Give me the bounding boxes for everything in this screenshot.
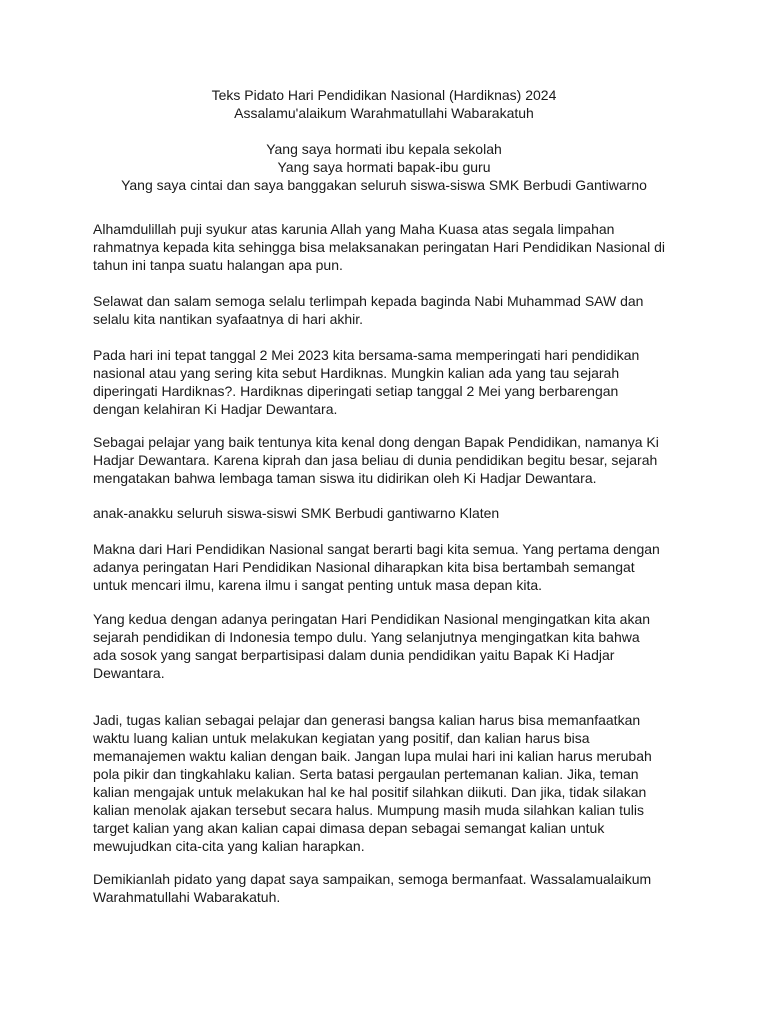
paragraph-line: selalu kita nantikan syafaatnya di hari akhir. — [93, 311, 364, 327]
paragraph-line: memanajemen waktu kalian dengan baik. Jangan lupa mulai hari ini kalian harus merubah — [93, 748, 652, 764]
paragraph-line: rahmatnya kepada kita sehingga bisa melaksanakan peringatan Hari Pendidikan Nasional di — [93, 239, 666, 255]
salutation-line: Yang saya hormati bapak-ibu guru — [277, 159, 491, 175]
paragraph-line: nasional atau yang sering kita sebut Hardiknas. Mungkin kalian ada yang tau sejarah — [93, 365, 620, 381]
paragraph-line: anak-anakku seluruh siswa-siswi SMK Berbudi gantiwarno Klaten — [93, 505, 500, 521]
paragraph-line: ada sosok yang sangat berpartisipasi dalam dunia pendidikan yaitu Bapak Ki Hadjar — [93, 647, 615, 663]
paragraph-line: sejarah pendidikan di Indonesia tempo dulu. Yang selanjutnya mengingatkan kita bahwa — [93, 629, 640, 645]
salutation-line: Yang saya hormati ibu kepala sekolah — [266, 141, 502, 157]
paragraph-makna — [93, 540, 693, 594]
paragraph-line: Selawat dan salam semoga selalu terlimpah kepada baginda Nabi Muhammad SAW dan — [93, 293, 644, 309]
paragraph-address-students — [93, 504, 693, 522]
salutation-line: Yang saya cintai dan saya banggakan seluruh siswa-siswa SMK Berbudi Gantiwarno — [121, 177, 647, 193]
paragraph-line: tahun ini tanpa suatu halangan apa pun. — [93, 257, 343, 273]
paragraph-line: kalian mengajak untuk melakukan hal ke hal positif silahkan diikuti. Dan jika, tidak silakan — [93, 784, 647, 800]
paragraph-closing — [93, 870, 693, 906]
paragraph-line: Sebagai pelajar yang baik tentunya kita kenal dong dengan Bapak Pendidikan, namanya Ki — [93, 434, 659, 450]
paragraph-line: pola pikir dan tingkahlaku kalian. Serta batasi pergaulan pertemanan kalian. Jika, teman — [93, 766, 639, 782]
paragraph-line: Warahmatullahi Wabarakatuh. — [93, 889, 281, 905]
paragraph-line: Demikianlah pidato yang dapat saya sampaikan, semoga bermanfaat. Wassalamualaikum — [93, 871, 652, 887]
paragraph-ki-hadjar — [93, 433, 693, 487]
paragraph-tugas — [93, 711, 693, 855]
paragraph-line: Jadi, tugas kalian sebagai pelajar dan generasi bangsa kalian harus bisa memanfaatkan — [93, 712, 641, 728]
paragraph-line: target kalian yang akan kalian capai dimasa depan sebagai semangat kalian untuk — [93, 820, 605, 836]
paragraph-line: mengatakan bahwa lembaga taman siswa itu didirikan oleh Ki Hadjar Dewantara. — [93, 470, 597, 486]
paragraph-line: Hadjar Dewantara. Karena kiprah dan jasa beliau di dunia pendidikan begitu besar, sejarah — [93, 452, 658, 468]
paragraph-line: diperingati Hardiknas?. Hardiknas diperingati setiap tanggal 2 Mei yang berbarengan — [93, 383, 619, 399]
paragraph-line: Alhamdulillah puji syukur atas karunia Allah yang Maha Kuasa atas segala limpahan — [93, 221, 615, 237]
paragraph-line: Dewantara. — [93, 665, 165, 681]
paragraph-kedua — [93, 610, 693, 682]
paragraph-line: Makna dari Hari Pendidikan Nasional sangat berarti bagi kita semua. Yang pertama dengan — [93, 541, 660, 557]
header-spacer — [0, 122, 768, 140]
document-header — [0, 86, 768, 194]
paragraph-selawat — [93, 292, 693, 328]
paragraph-opening — [93, 220, 693, 274]
paragraph-line: dengan kelahiran Ki Hadjar Dewantara. — [93, 401, 338, 417]
paragraph-line: mewujudkan cita-cita yang kalian harapkan. — [93, 838, 365, 854]
paragraph-line: adanya peringatan Hari Pendidikan Nasional diharapkan kita bisa bertambah semangat — [93, 559, 635, 575]
paragraph-hardiknas-date — [93, 346, 693, 418]
paragraph-line: Pada hari ini tepat tanggal 2 Mei 2023 kita bersama-sama memperingati hari pendidikan — [93, 347, 640, 363]
paragraph-line: untuk mencari ilmu, karena ilmu i sangat penting untuk masa depan kita. — [93, 577, 543, 593]
paragraph-line: kalian menolak ajakan tersebut secara halus. Mumpung masih muda silahkan kalian tulis — [93, 802, 644, 818]
paragraph-line: waktu luang kalian untuk melakukan kegiatan yang positif, dan kalian harus bisa — [93, 730, 590, 746]
opening-greeting: Assalamu'alaikum Warahmatullahi Wabarakatuh — [234, 105, 534, 121]
paragraph-line: Yang kedua dengan adanya peringatan Hari Pendidikan Nasional mengingatkan kita akan — [93, 611, 651, 627]
document-title: Teks Pidato Hari Pendidikan Nasional (Hardiknas) 2024 — [211, 87, 557, 103]
